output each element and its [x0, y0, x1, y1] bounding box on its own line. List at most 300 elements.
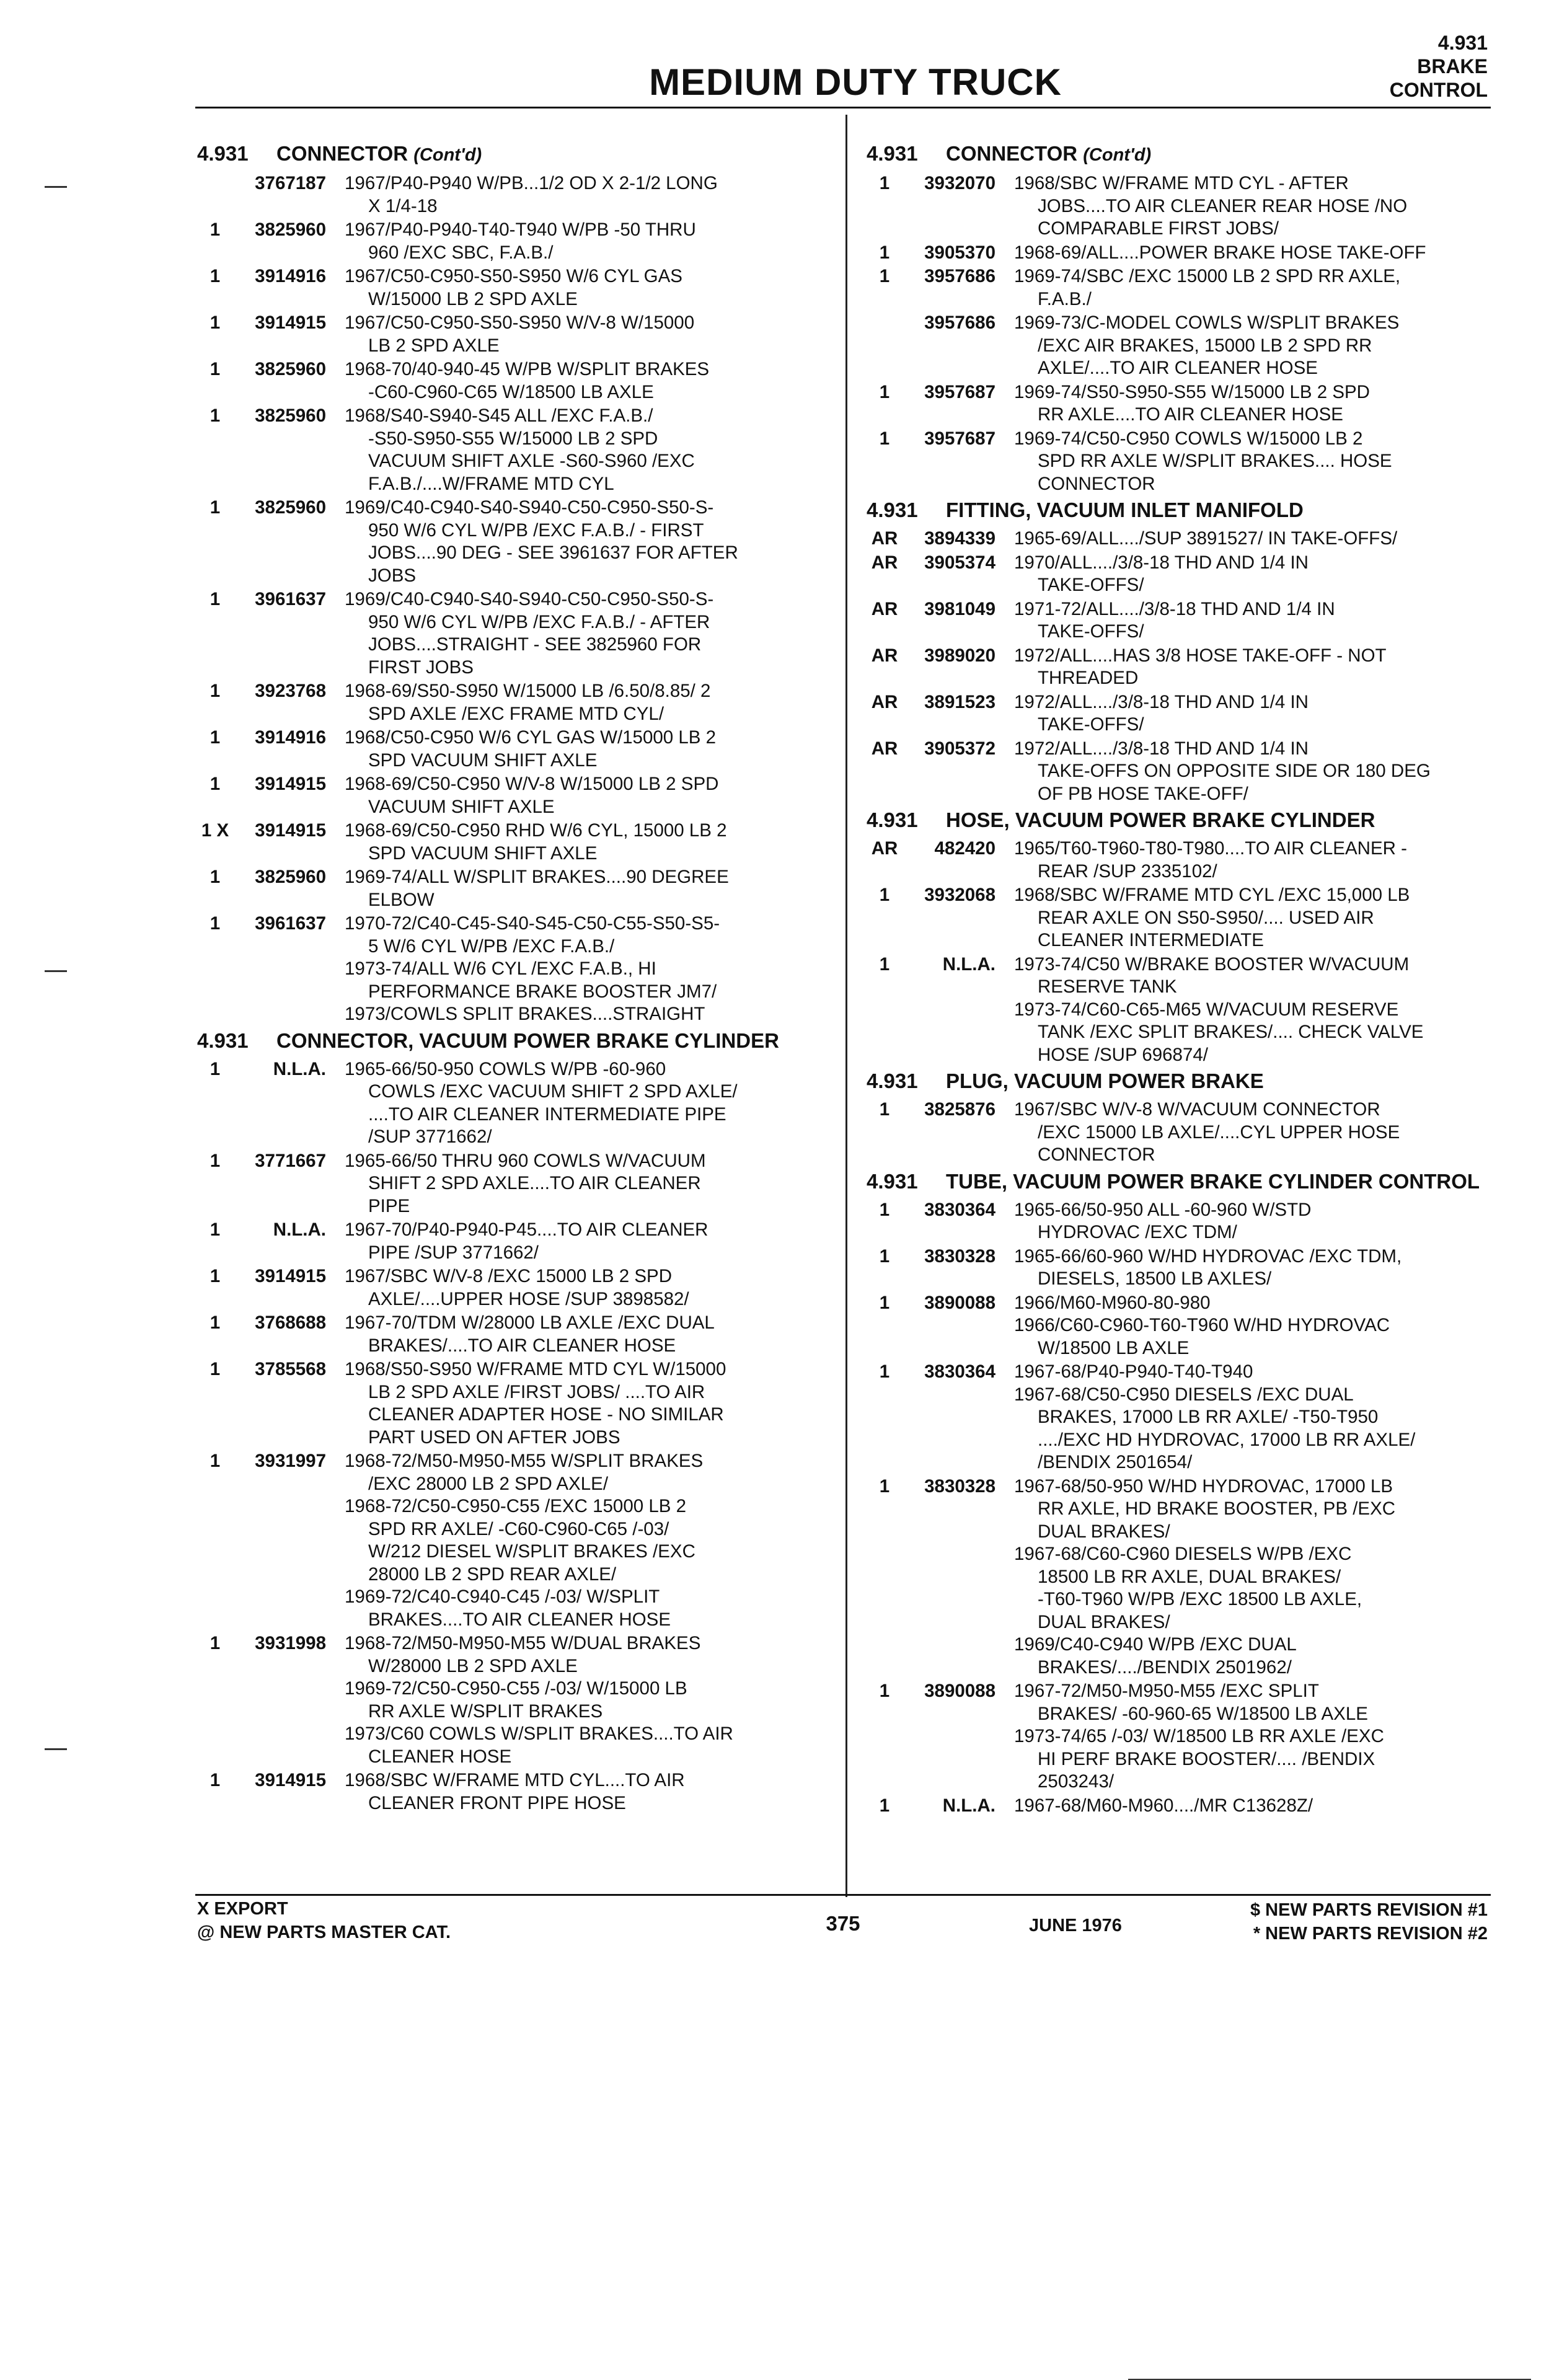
part-description: [345, 219, 836, 264]
description-line: /EXC 15000 LB AXLE/....CYL UPPER HOSE: [1038, 1121, 1400, 1143]
description-line: SHIFT 2 SPD AXLE....TO AIR CLEANER: [368, 1173, 701, 1193]
part-number: 3825876: [924, 1099, 995, 1120]
part-quantity: 1: [210, 1633, 221, 1653]
description-line: COWLS /EXC VACUUM SHIFT 2 SPD AXLE/: [368, 1081, 738, 1102]
parts-row: [867, 884, 1493, 952]
part-quantity: 1: [879, 242, 890, 263]
description-line: SPD VACUUM SHIFT AXLE: [368, 843, 598, 864]
right-column: [867, 141, 1493, 1820]
description-line: 1967/SBC W/V-8 W/VACUUM CONNECTOR: [1014, 1099, 1380, 1120]
parts-row: [197, 1632, 836, 1768]
parts-row: [867, 1795, 1493, 1818]
parts-row: [197, 358, 836, 404]
part-quantity: AR: [871, 838, 898, 859]
description-line: HOSE /SUP 696874/: [1038, 1044, 1208, 1065]
parts-row: [197, 727, 836, 772]
part-number: 3905372: [924, 738, 995, 759]
description-line: HI PERF BRAKE BOOSTER/.... /BENDIX: [1038, 1748, 1375, 1769]
part-description: [345, 497, 836, 587]
part-description: [345, 358, 836, 404]
description-line: W/212 DIESEL W/SPLIT BRAKES /EXC: [368, 1541, 695, 1562]
part-quantity: 1: [879, 1292, 890, 1313]
description-line: TAKE-OFFS/: [1038, 575, 1144, 595]
part-quantity: 1: [210, 312, 221, 333]
description-line: 1968-72/C50-C950-C55 /EXC 15000 LB 2: [345, 1496, 687, 1516]
part-description: [345, 1058, 836, 1149]
description-line: CONNECTOR: [1038, 1144, 1155, 1165]
description-line: 1967/SBC W/V-8 /EXC 15000 LB 2 SPD: [345, 1266, 673, 1286]
parts-row: [197, 265, 836, 311]
description-line: PERFORMANCE BRAKE BOOSTER JM7/: [368, 981, 717, 1002]
description-line: 1972/ALL..../3/8-18 THD AND 1/4 IN: [1014, 738, 1309, 759]
description-line: FIRST JOBS: [368, 657, 474, 678]
part-quantity: AR: [871, 738, 898, 759]
description-line: F.A.B./: [1038, 288, 1092, 309]
section-heading-number: 4.931: [867, 498, 918, 521]
part-description: [1014, 172, 1493, 241]
section-heading-text: FITTING, VACUUM INLET MANIFOLD: [946, 498, 1304, 521]
description-line: BRAKES, 17000 LB RR AXLE/ -T50-T950: [1038, 1407, 1379, 1427]
header-rule: [195, 107, 1491, 108]
part-description: [345, 265, 836, 311]
part-quantity: AR: [871, 645, 898, 666]
description-line: 1966/C60-C960-T60-T960 W/HD HYDROVAC: [1014, 1315, 1390, 1335]
section-heading-title: [946, 498, 1304, 523]
part-description: [345, 1219, 836, 1264]
description-line: BRAKES/ -60-960-65 W/18500 LB AXLE: [1038, 1703, 1368, 1724]
page-title: MEDIUM DUTY TRUCK: [649, 61, 1062, 103]
description-line: W/15000 LB 2 SPD AXLE: [368, 288, 578, 309]
description-line: BRAKES/....TO AIR CLEANER HOSE: [368, 1335, 676, 1356]
part-quantity: 1: [210, 1312, 221, 1333]
description-line: X 1/4-18: [368, 195, 438, 216]
part-description: [1014, 1361, 1493, 1474]
section-heading-title: [946, 141, 1151, 167]
part-number: 3830364: [924, 1199, 995, 1220]
part-number: 3914916: [255, 266, 326, 286]
part-quantity: 1 X: [201, 820, 229, 841]
description-line: /EXC 28000 LB 2 SPD AXLE/: [368, 1473, 609, 1494]
part-quantity: 1: [879, 1361, 890, 1382]
description-line: 1969/C40-C940-S40-S940-C50-C950-S50-S-: [345, 589, 714, 609]
description-line: 1972/ALL....HAS 3/8 HOSE TAKE-OFF - NOT: [1014, 645, 1387, 666]
parts-section: [197, 1029, 836, 1815]
parts-row: [867, 552, 1493, 597]
section-heading-text: CONNECTOR, VACUUM POWER BRAKE CYLINDER: [276, 1029, 779, 1052]
description-line: 1973/C60 COWLS W/SPLIT BRAKES....TO AIR: [345, 1723, 733, 1744]
part-quantity: 1: [210, 589, 221, 609]
part-description: [1014, 1292, 1493, 1360]
parts-row: [197, 680, 836, 725]
description-line: LB 2 SPD AXLE /FIRST JOBS/ ....TO AIR: [368, 1381, 705, 1402]
part-description: [345, 773, 836, 818]
description-line: BRAKES....TO AIR CLEANER HOSE: [368, 1609, 671, 1630]
parts-section: [867, 1169, 1493, 1818]
description-line: 1972/ALL..../3/8-18 THD AND 1/4 IN: [1014, 691, 1309, 712]
part-description: [1014, 265, 1493, 311]
description-line: 1968-69/ALL....POWER BRAKE HOSE TAKE-OFF: [1014, 242, 1426, 263]
description-line: JOBS....90 DEG - SEE 3961637 FOR AFTER: [368, 542, 738, 563]
description-line: /EXC AIR BRAKES, 15000 LB 2 SPD RR: [1038, 335, 1372, 356]
description-line: VACUUM SHIFT AXLE: [368, 796, 555, 817]
description-line: /SUP 3771662/: [368, 1126, 492, 1147]
part-description: [1014, 738, 1493, 806]
description-line: 1968-69/C50-C950 W/V-8 W/15000 LB 2 SPD: [345, 774, 719, 794]
description-line: 1969-74/S50-S950-S55 W/15000 LB 2 SPD: [1014, 381, 1370, 402]
parts-row: [197, 497, 836, 587]
description-line: 1965-66/50-950 COWLS W/PB -60-960: [345, 1058, 666, 1079]
part-number: 3914915: [255, 774, 326, 794]
description-line: 1968-69/S50-S950 W/15000 LB /6.50/8.85/ 2: [345, 681, 711, 701]
section-heading: [867, 808, 1493, 838]
section-heading: [197, 141, 836, 172]
part-description: [1014, 1680, 1493, 1794]
description-line: AXLE/....TO AIR CLEANER HOSE: [1038, 358, 1318, 378]
part-number: 3914915: [255, 820, 326, 841]
section-heading-number: 4.931: [867, 808, 918, 831]
part-quantity: 1: [879, 1199, 890, 1220]
description-line: CLEANER FRONT PIPE HOSE: [368, 1792, 626, 1813]
continued-label: (Cont'd): [413, 145, 482, 165]
part-number: 3825960: [255, 359, 326, 379]
description-line: 1970/ALL..../3/8-18 THD AND 1/4 IN: [1014, 552, 1309, 573]
continued-label: (Cont'd): [1083, 145, 1152, 165]
parts-row: [197, 1265, 836, 1311]
description-line: 960 /EXC SBC, F.A.B./: [368, 242, 554, 263]
part-number: 3830364: [924, 1361, 995, 1382]
legend-master-cat: @ NEW PARTS MASTER CAT.: [197, 1922, 451, 1942]
parts-row: [867, 691, 1493, 737]
part-number: 3932070: [924, 173, 995, 193]
margin-tick: [45, 186, 67, 188]
part-description: [1014, 691, 1493, 737]
description-line: 1967-68/C50-C950 DIESELS /EXC DUAL: [1014, 1384, 1354, 1405]
part-number: 3891523: [924, 691, 995, 712]
part-description: [345, 866, 836, 911]
part-quantity: 1: [879, 266, 890, 286]
section-heading-number: 4.931: [197, 1029, 249, 1052]
description-line: 1969/C40-C940-S40-S940-C50-C950-S50-S-: [345, 497, 714, 518]
parts-row: [197, 1219, 836, 1264]
section-heading: [197, 1029, 836, 1058]
description-line: 1969-74/C50-C950 COWLS W/15000 LB 2: [1014, 428, 1363, 449]
section-name-line-1: BRAKE: [1417, 55, 1488, 77]
description-line: 2503243/: [1038, 1771, 1115, 1792]
description-line: 950 W/6 CYL W/PB /EXC F.A.B./ - FIRST: [368, 520, 704, 541]
part-description: [1014, 1245, 1493, 1291]
part-description: [1014, 312, 1493, 380]
part-quantity: 1: [879, 1681, 890, 1701]
column-divider: [845, 115, 847, 1897]
description-line: -C60-C960-C65 W/18500 LB AXLE: [368, 381, 654, 402]
description-line: TANK /EXC SPLIT BRAKES/.... CHECK VALVE: [1038, 1022, 1424, 1042]
part-number: 3825960: [255, 867, 326, 887]
description-line: 1973-74/ALL W/6 CYL /EXC F.A.B., HI: [345, 958, 656, 979]
parts-row: [867, 838, 1493, 883]
part-description: [1014, 381, 1493, 427]
parts-row: [197, 773, 836, 818]
description-line: 1971-72/ALL..../3/8-18 THD AND 1/4 IN: [1014, 598, 1335, 619]
part-number: 3931997: [255, 1451, 326, 1471]
description-line: 1973-74/C50 W/BRAKE BOOSTER W/VACUUM: [1014, 953, 1410, 975]
parts-row: [197, 1312, 836, 1357]
parts-row: [197, 312, 836, 357]
part-quantity: 1: [210, 497, 221, 518]
part-number: 3905370: [924, 242, 995, 263]
description-line: AXLE/....UPPER HOSE /SUP 3898582/: [368, 1288, 689, 1309]
part-quantity: 1: [210, 727, 221, 748]
description-line: 1967-72/M50-M950-M55 /EXC SPLIT: [1014, 1681, 1319, 1701]
section-heading-text: CONNECTOR: [276, 142, 408, 165]
part-quantity: 1: [210, 405, 221, 426]
description-line: 1969/C40-C940 W/PB /EXC DUAL: [1014, 1634, 1297, 1655]
part-number: 3989020: [924, 645, 995, 666]
section-heading-number: 4.931: [867, 1169, 918, 1193]
part-number: 3961637: [255, 589, 326, 609]
part-description: [1014, 884, 1493, 952]
publication-date: JUNE 1976: [1029, 1916, 1122, 1935]
description-line: 1965-66/60-960 W/HD HYDROVAC /EXC TDM,: [1014, 1245, 1402, 1267]
description-line: 1967-70/P40-P940-P45....TO AIR CLEANER: [345, 1219, 708, 1240]
part-description: [345, 1150, 836, 1218]
part-description: [345, 405, 836, 495]
description-line: SPD RR AXLE/ -C60-C960-C65 /-03/: [368, 1518, 669, 1539]
part-number: 3961637: [255, 913, 326, 934]
description-line: PIPE /SUP 3771662/: [368, 1242, 539, 1263]
part-quantity: AR: [871, 552, 898, 573]
description-line: W/18500 LB AXLE: [1038, 1337, 1190, 1358]
section-heading-title: [946, 1069, 1264, 1094]
description-line: 1965/T60-T960-T80-T980....TO AIR CLEANER -: [1014, 838, 1407, 859]
part-description: [1014, 552, 1493, 597]
description-line: 1969-72/C40-C940-C45 /-03/ W/SPLIT: [345, 1586, 660, 1607]
parts-row: [197, 219, 836, 264]
revision-1: $ NEW PARTS REVISION #1: [1250, 1900, 1488, 1920]
part-number: N.L.A.: [942, 1795, 995, 1816]
parts-row: [867, 1475, 1493, 1679]
parts-row: [867, 1245, 1493, 1291]
parts-section: [197, 141, 836, 1026]
section-heading-text: CONNECTOR: [946, 142, 1078, 165]
parts-section: [867, 1069, 1493, 1167]
description-line: 1968/SBC W/FRAME MTD CYL....TO AIR: [345, 1770, 685, 1790]
section-heading-text: PLUG, VACUUM POWER BRAKE: [946, 1069, 1264, 1092]
description-line: 1967/C50-C950-S50-S950 W/6 CYL GAS: [345, 266, 682, 286]
section-heading: [867, 1169, 1493, 1199]
description-line: 1968/SBC W/FRAME MTD CYL /EXC 15,000 LB: [1014, 885, 1410, 905]
section-heading-title: [946, 808, 1375, 833]
parts-row: [197, 588, 836, 679]
part-description: [1014, 1099, 1493, 1167]
part-quantity: AR: [871, 598, 898, 619]
part-description: [1014, 242, 1493, 265]
part-number: 3931998: [255, 1633, 326, 1653]
description-line: F.A.B./....W/FRAME MTD CYL: [368, 473, 614, 494]
description-line: 1967-68/C60-C960 DIESELS W/PB /EXC: [1014, 1544, 1352, 1564]
description-line: RR AXLE....TO AIR CLEANER HOSE: [1038, 404, 1343, 425]
section-heading-number: 4.931: [197, 142, 249, 165]
description-line: 1965-69/ALL..../SUP 3891527/ IN TAKE-OFFS/: [1014, 528, 1398, 549]
description-line: 1968/C50-C950 W/6 CYL GAS W/15000 LB 2: [345, 727, 717, 748]
description-line: ELBOW: [368, 889, 435, 910]
part-description: [345, 1450, 836, 1631]
part-quantity: AR: [871, 691, 898, 712]
description-line: -T60-T960 W/PB /EXC 18500 LB AXLE,: [1038, 1589, 1362, 1609]
description-line: 1973/COWLS SPLIT BRAKES....STRAIGHT: [345, 1004, 705, 1024]
description-line: 1965-66/50-950 ALL -60-960 W/STD: [1014, 1199, 1312, 1220]
parts-row: [867, 242, 1493, 265]
parts-section: [867, 498, 1493, 805]
part-description: [1014, 953, 1493, 1067]
description-line: COMPARABLE FIRST JOBS/: [1038, 218, 1279, 239]
part-description: [1014, 598, 1493, 644]
parts-row: [867, 1099, 1493, 1167]
description-line: SPD AXLE /EXC FRAME MTD CYL/: [368, 703, 664, 724]
parts-row: [867, 738, 1493, 806]
part-number: 3825960: [255, 405, 326, 426]
part-description: [345, 1632, 836, 1768]
description-line: 1968/SBC W/FRAME MTD CYL - AFTER: [1014, 173, 1349, 193]
part-quantity: 1: [879, 1245, 890, 1267]
description-line: 28000 LB 2 SPD REAR AXLE/: [368, 1564, 617, 1585]
description-line: 1967/P40-P940 W/PB...1/2 OD X 2-1/2 LONG: [345, 173, 718, 193]
section-heading-title: [276, 141, 482, 167]
description-line: THREADED: [1038, 668, 1139, 688]
description-line: JOBS....TO AIR CLEANER REAR HOSE /NO: [1038, 195, 1408, 216]
part-number: 3914915: [255, 1770, 326, 1790]
description-line: TAKE-OFFS ON OPPOSITE SIDE OR 180 DEG: [1038, 761, 1431, 781]
description-line: CONNECTOR: [1038, 473, 1155, 494]
description-line: 1970-72/C40-C45-S40-S45-C50-C55-S50-S5-: [345, 913, 720, 934]
part-quantity: 1: [879, 173, 890, 193]
part-number: 3771667: [255, 1150, 326, 1171]
parts-row: [867, 1199, 1493, 1244]
part-description: [345, 680, 836, 725]
description-line: JOBS: [368, 565, 417, 586]
margin-tick: [45, 970, 67, 972]
description-line: 1973-74/65 /-03/ W/18500 LB RR AXLE /EXC: [1014, 1726, 1384, 1746]
description-line: HYDROVAC /EXC TDM/: [1038, 1222, 1237, 1242]
part-number: 3957686: [924, 312, 995, 333]
parts-row: [197, 172, 836, 218]
description-line: SPD VACUUM SHIFT AXLE: [368, 750, 598, 771]
part-description: [1014, 1475, 1493, 1679]
part-number: 3932068: [924, 885, 995, 905]
description-line: ....TO AIR CLEANER INTERMEDIATE PIPE: [368, 1104, 726, 1125]
description-line: RESERVE TANK: [1038, 976, 1177, 997]
part-description: [345, 588, 836, 679]
part-number: 3830328: [924, 1245, 995, 1267]
part-description: [345, 1312, 836, 1357]
part-quantity: 1: [210, 774, 221, 794]
parts-row: [197, 1150, 836, 1218]
description-line: CLEANER ADAPTER HOSE - NO SIMILAR: [368, 1404, 724, 1425]
section-name-line-2: CONTROL: [1389, 79, 1488, 101]
parts-row: [867, 428, 1493, 496]
description-line: SPD RR AXLE W/SPLIT BRAKES.... HOSE: [1038, 451, 1392, 471]
part-description: [1014, 1795, 1493, 1818]
description-line: 1967-68/M60-M960..../MR C13628Z/: [1014, 1795, 1313, 1816]
part-quantity: 1: [879, 381, 890, 402]
part-number: 3957687: [924, 381, 995, 402]
description-line: LB 2 SPD AXLE: [368, 335, 500, 356]
part-description: [345, 1265, 836, 1311]
part-number: 3890088: [924, 1292, 995, 1313]
part-quantity: 1: [879, 885, 890, 905]
part-description: [345, 312, 836, 357]
part-number: 3905374: [924, 552, 995, 573]
part-quantity: [197, 172, 233, 218]
parts-row: [197, 405, 836, 495]
description-line: 950 W/6 CYL W/PB /EXC F.A.B./ - AFTER: [368, 611, 710, 632]
description-line: 1967/C50-C950-S50-S950 W/V-8 W/15000: [345, 312, 695, 333]
part-description: [345, 1769, 836, 1815]
part-quantity: 1: [210, 1451, 221, 1471]
section-number: 4.931: [1437, 32, 1488, 54]
description-line: W/28000 LB 2 SPD AXLE: [368, 1655, 578, 1676]
description-line: RR AXLE, HD BRAKE BOOSTER, PB /EXC: [1038, 1498, 1396, 1519]
part-description: [345, 727, 836, 772]
part-quantity: [867, 312, 903, 380]
parts-row: [197, 1769, 836, 1815]
part-number: 3768688: [255, 1312, 326, 1333]
part-number: 3785568: [255, 1359, 326, 1379]
description-line: JOBS....STRAIGHT - SEE 3825960 FOR: [368, 634, 702, 655]
section-heading-text: TUBE, VACUUM POWER BRAKE CYLINDER CONTROL: [946, 1169, 1480, 1193]
parts-row: [197, 820, 836, 865]
parts-row: [867, 598, 1493, 644]
part-quantity: 1: [210, 1359, 221, 1379]
part-quantity: 1: [210, 1150, 221, 1171]
part-description: [345, 1358, 836, 1449]
description-line: 1967-70/TDM W/28000 LB AXLE /EXC DUAL: [345, 1312, 715, 1333]
description-line: 1966/M60-M960-80-980: [1014, 1292, 1211, 1313]
part-quantity: AR: [871, 528, 898, 549]
description-line: CLEANER INTERMEDIATE: [1038, 930, 1264, 950]
section-heading: [867, 498, 1493, 528]
part-number: N.L.A.: [273, 1219, 326, 1240]
part-description: [1014, 838, 1493, 883]
left-column: [197, 141, 836, 1817]
part-number: 3767187: [255, 173, 326, 193]
part-number: N.L.A.: [942, 953, 995, 975]
part-quantity: 1: [210, 266, 221, 286]
description-line: 1968/S50-S950 W/FRAME MTD CYL W/15000: [345, 1359, 726, 1379]
parts-row: [197, 913, 836, 1026]
parts-row: [867, 172, 1493, 241]
part-description: [1014, 428, 1493, 496]
section-heading-title: [276, 1029, 779, 1053]
parts-row: [867, 1292, 1493, 1360]
description-line: 1968-70/40-940-45 W/PB W/SPLIT BRAKES: [345, 359, 710, 379]
part-quantity: 1: [210, 1219, 221, 1240]
parts-row: [197, 1358, 836, 1449]
parts-row: [197, 1058, 836, 1149]
description-line: DUAL BRAKES/: [1038, 1611, 1170, 1632]
part-number: 3890088: [924, 1681, 995, 1701]
description-line: ..../EXC HD HYDROVAC, 17000 LB RR AXLE/: [1038, 1429, 1416, 1450]
parts-row: [867, 265, 1493, 311]
parts-row: [197, 866, 836, 911]
part-number: 3825960: [255, 497, 326, 518]
part-number: 3981049: [924, 598, 995, 619]
parts-section: [867, 808, 1493, 1066]
parts-row: [867, 312, 1493, 380]
description-line: -S50-S950-S55 W/15000 LB 2 SPD: [368, 428, 658, 449]
part-number: 3914916: [255, 727, 326, 748]
part-number: 3957686: [924, 266, 995, 286]
parts-row: [197, 1450, 836, 1631]
